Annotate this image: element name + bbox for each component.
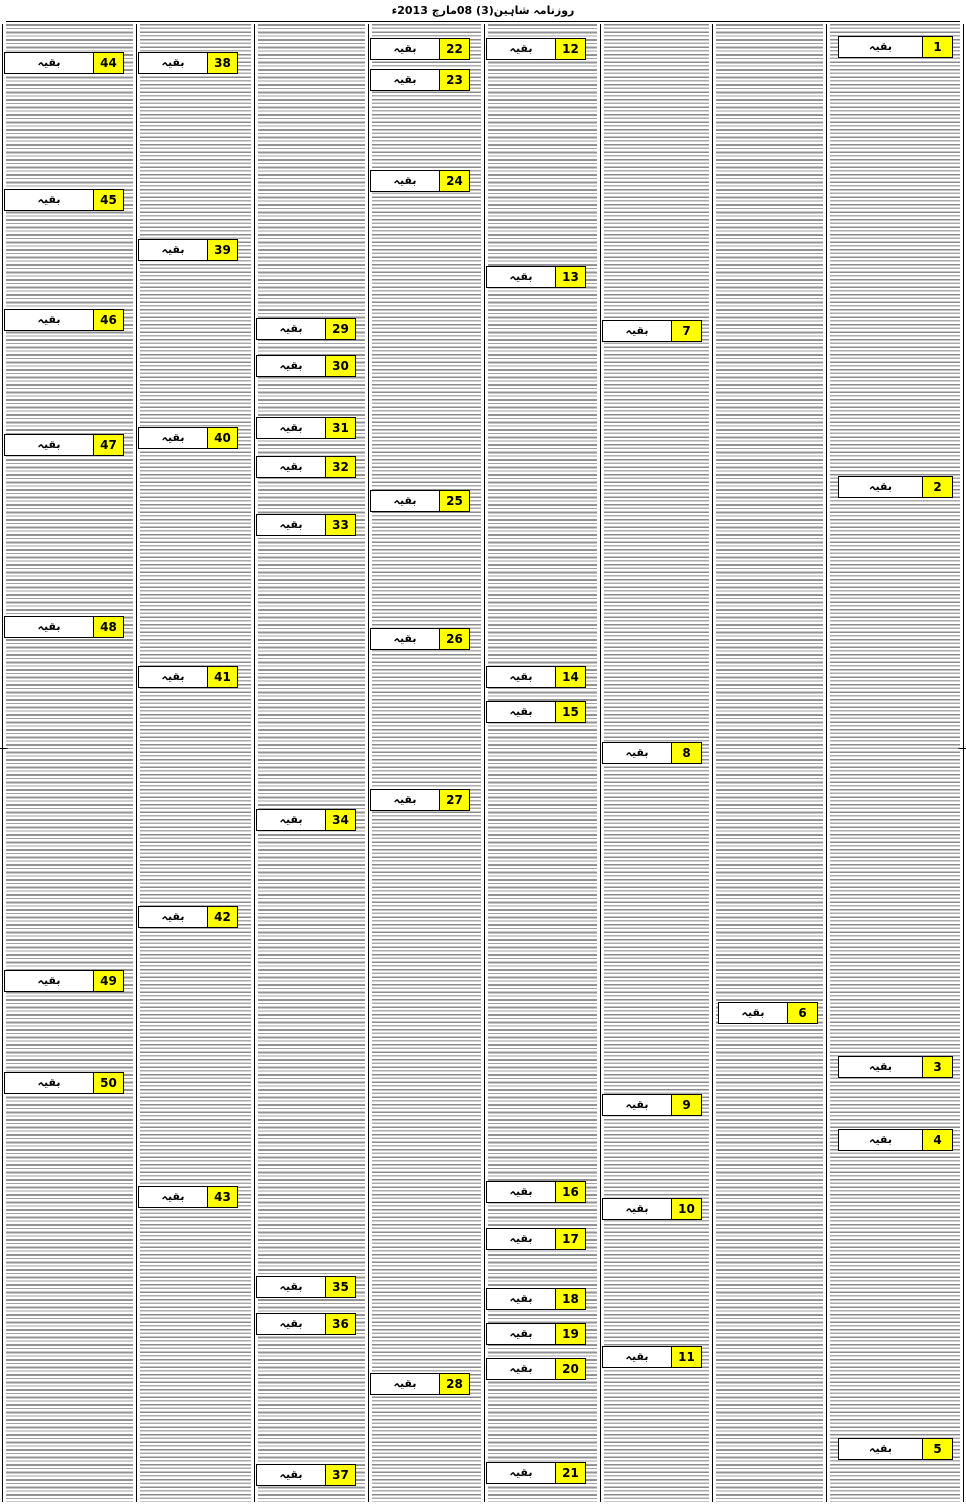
continued-number: 38 [207, 53, 237, 73]
continued-box-43 [138, 1186, 238, 1208]
continued-label: بقیہ [509, 42, 533, 55]
continued-label: بقیہ [37, 193, 61, 206]
continued-label: بقیہ [393, 494, 417, 507]
continued-box-37 [256, 1464, 356, 1486]
continued-box-35 [256, 1276, 356, 1298]
continued-box-6 [718, 1002, 818, 1024]
continued-label: بقیہ [393, 793, 417, 806]
continued-box-40 [138, 427, 238, 449]
continued-box-2 [838, 476, 953, 498]
continued-box-44 [4, 52, 124, 74]
continued-box-11 [602, 1346, 702, 1368]
continued-number: 16 [555, 1182, 585, 1202]
continued-number: 4 [922, 1130, 952, 1150]
text-body [6, 24, 133, 1502]
continued-label: بقیہ [869, 40, 892, 53]
continued-label: بقیہ [37, 313, 61, 326]
continued-box-49 [4, 970, 124, 992]
continued-number: 29 [325, 319, 355, 339]
continued-box-15 [486, 701, 586, 723]
continued-label: بقیہ [509, 705, 533, 718]
continued-box-17 [486, 1228, 586, 1250]
continued-box-39 [138, 239, 238, 261]
continued-number: 10 [671, 1199, 701, 1219]
continued-number: 45 [93, 190, 123, 210]
continued-number: 14 [555, 667, 585, 687]
continued-box-9 [602, 1094, 702, 1116]
continued-label: بقیہ [279, 1317, 303, 1330]
continued-box-27 [370, 789, 470, 811]
continued-label: بقیہ [161, 670, 185, 683]
continued-number: 49 [93, 971, 123, 991]
columns [0, 24, 966, 1502]
masthead: روزنامہ شاہین(3) 08مارچ 2013ء [391, 4, 575, 17]
continued-label: بقیہ [161, 1190, 185, 1203]
continued-box-28 [370, 1373, 470, 1395]
continued-box-10 [602, 1198, 702, 1220]
continued-box-50 [4, 1072, 124, 1094]
continued-number: 15 [555, 702, 585, 722]
continued-number: 18 [555, 1289, 585, 1309]
continued-label: بقیہ [393, 42, 417, 55]
continued-label: بقیہ [509, 1327, 533, 1340]
continued-label: بقیہ [279, 322, 303, 335]
column-4 [484, 24, 600, 1502]
continued-label: بقیہ [393, 632, 417, 645]
continued-box-31 [256, 417, 356, 439]
continued-label: بقیہ [393, 174, 417, 187]
continued-number: 8 [671, 743, 701, 763]
continued-box-34 [256, 809, 356, 831]
continued-number: 34 [325, 810, 355, 830]
text-body [488, 24, 597, 1502]
continued-number: 25 [439, 491, 469, 511]
continued-box-30 [256, 355, 356, 377]
continued-box-42 [138, 906, 238, 928]
continued-number: 23 [439, 70, 469, 90]
continued-number: 11 [671, 1347, 701, 1367]
continued-box-32 [256, 456, 356, 478]
column-8 [2, 24, 136, 1502]
continued-label: بقیہ [37, 974, 61, 987]
continued-number: 24 [439, 171, 469, 191]
continued-label: بقیہ [869, 1060, 892, 1073]
continued-box-36 [256, 1313, 356, 1335]
continued-number: 40 [207, 428, 237, 448]
continued-number: 36 [325, 1314, 355, 1334]
continued-number: 35 [325, 1277, 355, 1297]
continued-label: بقیہ [869, 480, 892, 493]
continued-box-41 [138, 666, 238, 688]
continued-box-18 [486, 1288, 586, 1310]
continued-box-45 [4, 189, 124, 211]
continued-box-23 [370, 69, 470, 91]
continued-label: بقیہ [509, 1466, 533, 1479]
continued-box-3 [838, 1056, 953, 1078]
continued-number: 42 [207, 907, 237, 927]
continued-label: بقیہ [393, 1377, 417, 1390]
continued-box-14 [486, 666, 586, 688]
continued-box-33 [256, 514, 356, 536]
continued-label: بقیہ [869, 1442, 892, 1455]
continued-label: بقیہ [279, 1280, 303, 1293]
continued-label: بقیہ [509, 1185, 533, 1198]
continued-number: 48 [93, 617, 123, 637]
continued-number: 27 [439, 790, 469, 810]
continued-number: 43 [207, 1187, 237, 1207]
continued-box-16 [486, 1181, 586, 1203]
continued-number: 47 [93, 435, 123, 455]
continued-box-4 [838, 1129, 953, 1151]
text-body [830, 24, 960, 1502]
masthead-rule [6, 21, 960, 22]
continued-number: 17 [555, 1229, 585, 1249]
continued-label: بقیہ [869, 1133, 892, 1146]
continued-box-22 [370, 38, 470, 60]
continued-box-1 [838, 36, 953, 58]
continued-label: بقیہ [625, 324, 649, 337]
continued-number: 44 [93, 53, 123, 73]
continued-label: بقیہ [741, 1006, 765, 1019]
continued-label: بقیہ [393, 73, 417, 86]
continued-box-29 [256, 318, 356, 340]
continued-number: 2 [922, 477, 952, 497]
continued-label: بقیہ [161, 56, 185, 69]
continued-box-7 [602, 320, 702, 342]
continued-box-24 [370, 170, 470, 192]
column-1 [826, 24, 964, 1502]
continued-number: 28 [439, 1374, 469, 1394]
continued-label: بقیہ [509, 270, 533, 283]
continued-number: 20 [555, 1359, 585, 1379]
continued-label: بقیہ [37, 620, 61, 633]
continued-label: بقیہ [625, 746, 649, 759]
text-body [372, 24, 481, 1502]
continued-box-12 [486, 38, 586, 60]
continued-label: بقیہ [625, 1098, 649, 1111]
continued-number: 22 [439, 39, 469, 59]
column-5 [368, 24, 484, 1502]
continued-number: 37 [325, 1465, 355, 1485]
continued-number: 1 [922, 37, 952, 57]
continued-label: بقیہ [279, 460, 303, 473]
continued-number: 39 [207, 240, 237, 260]
continued-number: 30 [325, 356, 355, 376]
continued-number: 46 [93, 310, 123, 330]
continued-label: بقیہ [509, 1362, 533, 1375]
continued-number: 13 [555, 267, 585, 287]
continued-box-38 [138, 52, 238, 74]
continued-label: بقیہ [509, 670, 533, 683]
continued-number: 12 [555, 39, 585, 59]
continued-number: 19 [555, 1324, 585, 1344]
text-body [716, 24, 823, 1502]
continued-label: بقیہ [161, 910, 185, 923]
continued-number: 32 [325, 457, 355, 477]
continued-label: بقیہ [625, 1202, 649, 1215]
continued-number: 31 [325, 418, 355, 438]
continued-number: 26 [439, 629, 469, 649]
continued-box-25 [370, 490, 470, 512]
continued-box-8 [602, 742, 702, 764]
continued-box-5 [838, 1438, 953, 1460]
continued-box-21 [486, 1462, 586, 1484]
continued-label: بقیہ [279, 359, 303, 372]
continued-label: بقیہ [37, 438, 61, 451]
continued-number: 7 [671, 321, 701, 341]
continued-label: بقیہ [161, 431, 185, 444]
continued-label: بقیہ [279, 813, 303, 826]
continued-number: 50 [93, 1073, 123, 1093]
continued-number: 6 [787, 1003, 817, 1023]
continued-box-46 [4, 309, 124, 331]
continued-number: 3 [922, 1057, 952, 1077]
continued-label: بقیہ [161, 243, 185, 256]
continued-label: بقیہ [37, 56, 61, 69]
continued-number: 33 [325, 515, 355, 535]
continued-label: بقیہ [279, 421, 303, 434]
column-2 [712, 24, 826, 1502]
continued-label: بقیہ [509, 1292, 533, 1305]
continued-box-19 [486, 1323, 586, 1345]
continued-box-20 [486, 1358, 586, 1380]
continued-number: 41 [207, 667, 237, 687]
continued-number: 5 [922, 1439, 952, 1459]
continued-label: بقیہ [509, 1232, 533, 1245]
continued-box-48 [4, 616, 124, 638]
continued-box-26 [370, 628, 470, 650]
continued-box-13 [486, 266, 586, 288]
continued-number: 21 [555, 1463, 585, 1483]
continued-label: بقیہ [625, 1350, 649, 1363]
continued-box-47 [4, 434, 124, 456]
continued-label: بقیہ [279, 518, 303, 531]
continued-label: بقیہ [279, 1468, 303, 1481]
continued-label: بقیہ [37, 1076, 61, 1089]
continued-number: 9 [671, 1095, 701, 1115]
